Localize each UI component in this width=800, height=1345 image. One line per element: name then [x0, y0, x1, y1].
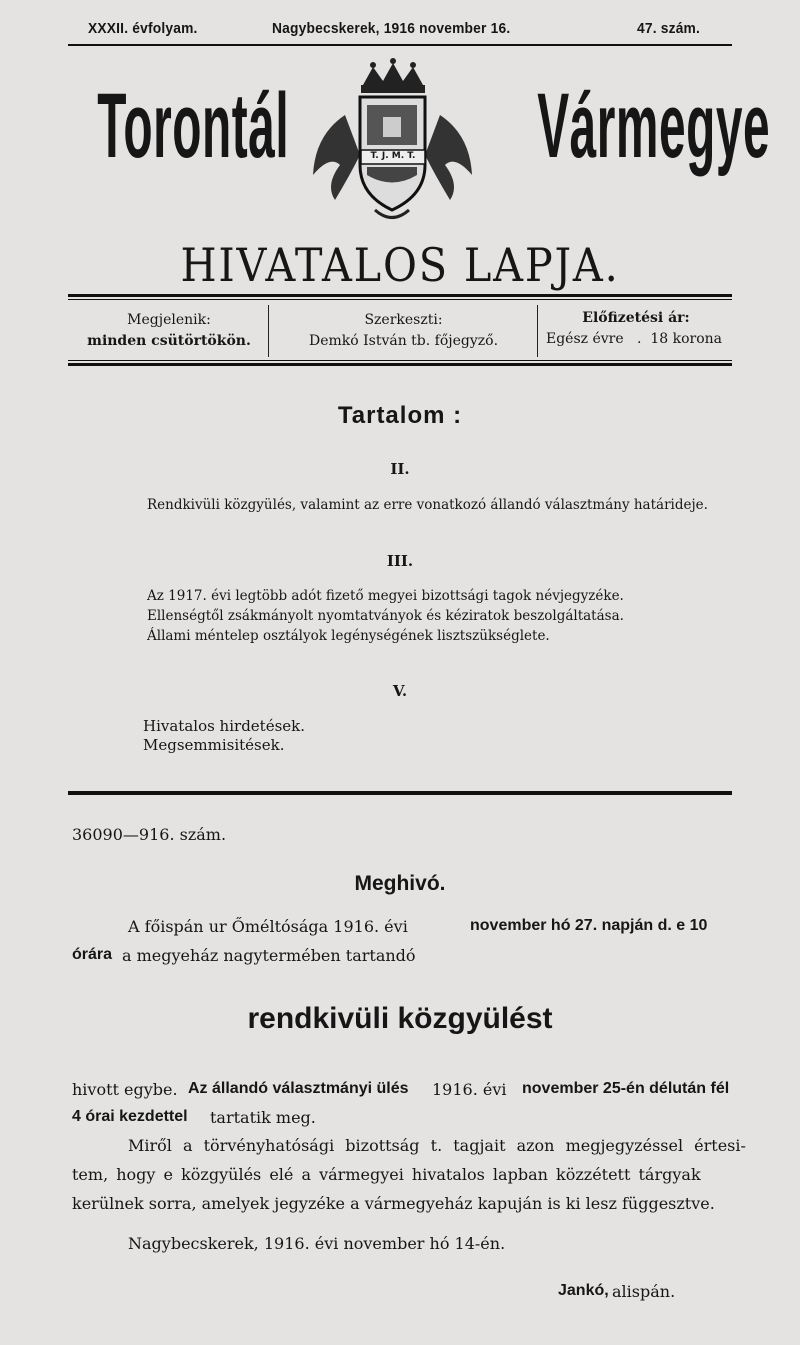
appears-label: Megjelenik:: [127, 312, 211, 328]
price-value: Egész évre . 18 korona: [546, 331, 723, 347]
paragraph-2-f: tartatik meg.: [210, 1108, 316, 1127]
info-divider-2: [537, 305, 538, 357]
paragraph-3-line-1: Miről a törvényhatósági bizottság t. tagjait azon megjegyzéssel értesi-: [128, 1136, 746, 1155]
toc-numeral: V.: [392, 682, 408, 700]
paragraph-3-line-3: kerülnek sorra, amelyek jegyzéke a vármegyeház kapuján is ki lesz függesztve.: [72, 1194, 715, 1213]
toc-title: Tartalom :: [337, 402, 463, 429]
toc-numeral: III.: [386, 552, 414, 570]
info-bottom-rule-thin: [68, 360, 732, 361]
info-bottom-rule: [68, 363, 732, 366]
coat-of-arms: [305, 55, 480, 225]
editor-value: Demkó István tb. főjegyző.: [308, 333, 499, 349]
editor-label: Szerkeszti:: [364, 312, 443, 328]
paragraph-1-b: november hó 27. napján d. e 10: [470, 917, 708, 934]
paragraph-2-d: november 25-én délután fél: [522, 1080, 730, 1097]
toc-line: Az 1917. évi legtöbb adót fizető megyei bizottsági tagok névjegyzéke.: [147, 588, 624, 604]
paragraph-3-line-2: tem, hogy e közgyülés elé a vármegyei hivatalos lapban közzétett tárgyak: [72, 1165, 701, 1184]
paragraph-2-b: Az állandó választmányi ülés: [188, 1080, 409, 1097]
seal-text: T. J. M. T.: [370, 151, 416, 161]
top-rule: [68, 44, 732, 46]
info-top-rule: [68, 294, 732, 297]
toc-line: Rendkivüli közgyülés, valamint az erre vonatkozó állandó választmány határideje.: [147, 497, 708, 513]
toc-line: Hivatalos hirdetések.: [143, 717, 306, 735]
subtitle: HIVATALOS LAPJA.: [180, 238, 620, 292]
toc-line: Megsemmisitések.: [143, 736, 285, 754]
title-right: Vármegye: [537, 75, 771, 177]
toc-line: Ellenségtől zsákmányolt nyomtatványok és kéziratok beszolgáltatása.: [147, 608, 624, 624]
article-heading: Meghivó.: [354, 872, 446, 895]
signature-title: alispán.: [612, 1282, 676, 1301]
issue-number: 47. szám.: [637, 20, 701, 37]
paragraph-1-a: A főispán ur Őméltósága 1916. évi: [128, 917, 408, 936]
paragraph-2-e: 4 órai kezdettel: [72, 1108, 188, 1125]
info-divider-1: [268, 305, 269, 357]
signature-name: Jankó,: [558, 1282, 609, 1299]
info-top-rule-thin: [68, 299, 732, 300]
big-heading: rendkivüli közgyülést: [247, 1002, 553, 1035]
price-label: Előfizetési ár:: [582, 310, 690, 326]
toc-numeral: II.: [390, 460, 410, 478]
section-rule: [68, 791, 732, 795]
toc-line: Állami méntelep osztályok legénységének lisztszükséglete.: [147, 628, 550, 644]
paragraph-2-c: 1916. évi: [432, 1080, 507, 1099]
title-left: Torontál: [97, 75, 290, 177]
date-line: Nagybecskerek, 1916. évi november hó 14-én.: [128, 1234, 506, 1253]
paragraph-1-d: a megyeház nagytermében tartandó: [122, 946, 416, 965]
appears-value: minden csütörtökön.: [87, 333, 251, 349]
paragraph-1-c: órára: [72, 946, 113, 963]
article-number: 36090—916. szám.: [72, 825, 227, 844]
volume-label: XXXII. évfolyam.: [88, 20, 198, 37]
place-date: Nagybecskerek, 1916 november 16.: [272, 20, 511, 37]
paragraph-2-a: hivott egybe.: [72, 1080, 178, 1099]
